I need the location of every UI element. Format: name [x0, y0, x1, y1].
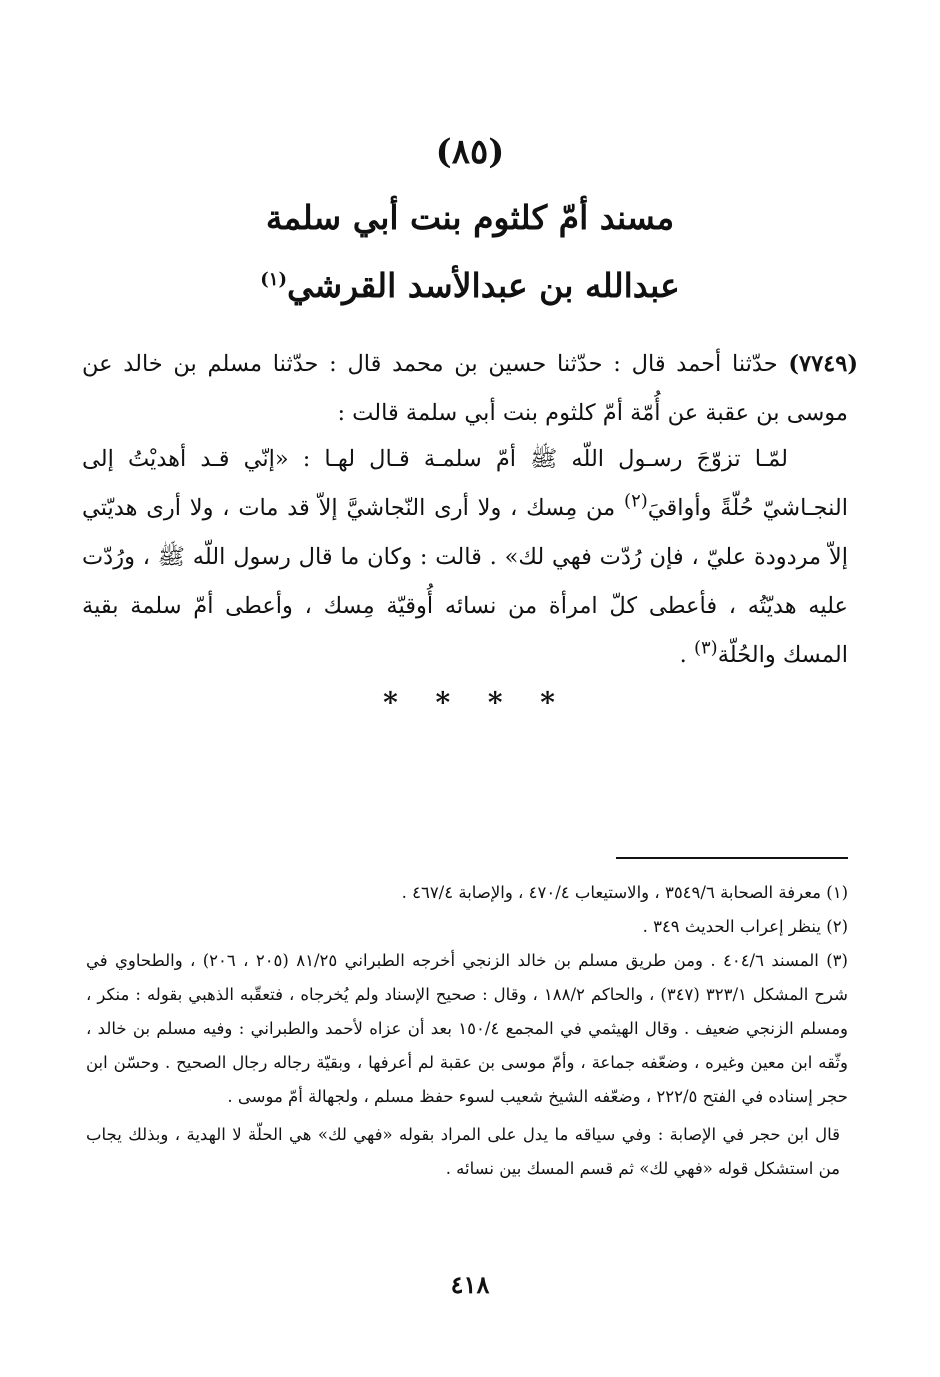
matn-footnote-ref-3[interactable]: (٣): [693, 637, 718, 659]
matn-footnote-ref-2[interactable]: (٢): [624, 490, 648, 512]
footnotes: [86, 876, 848, 1186]
footnote-ref: (٢): [826, 917, 848, 936]
chapter-title-line1: مسند أمّ كلثوم بنت أبي سلمة: [265, 198, 675, 237]
footnote-ref: (١): [826, 883, 848, 902]
chapter-title-line2: [0, 266, 940, 305]
footnote-text: معرفة الصحابة ٣٥٤٩/٦ ، والاستيعاب ٤٧٠/٤ ، والإصابة ٤٦٧/٤ .: [401, 883, 821, 902]
hadith-number: (٧٧٤٩): [788, 351, 859, 377]
chapter-title-text: عبدالله بن عبدالأسد القرشي: [286, 266, 680, 305]
hadith-matn: [82, 435, 848, 680]
title-footnote-ref[interactable]: (١): [260, 269, 287, 290]
footnote-3: [86, 944, 848, 1114]
hadith-isnad: [82, 340, 859, 438]
matn-end: .: [679, 642, 694, 668]
matn-text-1: لمّـا تزوّجَ رسـول اللّه ﷺ أمّ سلمـة قـال لهـا : «إنّي قـد أهديْتُ إلى النجـاشيّ حُلّةً وأواقيَ: [82, 446, 848, 521]
footnote-2: [86, 910, 848, 944]
footnote-divider: [616, 857, 848, 859]
footnote-text: المسند ٤٠٤/٦ . ومن طريق مسلم بن خالد الزنجي أخرجه الطبراني ٨١/٢٥ (٢٠٥ ، ٢٠٦) ، والطحاوي في شرح المشكل ٣٢٣/١ (٣٤٧) ، والحاكم ١٨٨/٢ ، وقال : صحيح الإسناد ولم يُخرجاه ، فتعقّبه الذهبي بقوله : منكر ، ومسلم الزنجي ضعيف . وقال الهيثمي في المجمع ١٥٠/٤ بعد أن عزاه لأحمد والطبراني : وفيه مسلم بن خالد ، وثّقه ابن معين وغيره ، وضعّفه جماعة ، وأمّ موسى بن عقبة لم أعرفها ، وبقيّة رجاله رجال الصحيح . وحسّن ابن حجر إسناده في الفتح ٢٢٢/٥ ، وضعّفه الشيخ شعيب لسوء حفظ مسلم ، ولجهالة أمّ موسى .: [86, 951, 849, 1106]
footnote-text: قال ابن حجر في الإصابة : وفي سياقه ما يدل على المراد بقوله «فهي لك» هي الحلّة لا الهدية ، وبذلك يجاب من استشكل قوله «فهي لك» ثم قسم المسك بين نسائه .: [86, 1125, 840, 1178]
chapter-number: (٨٥): [435, 132, 505, 172]
isnad-text: حدّثنا أحمد قال : حدّثنا حسين بن محمد قال : حدّثنا مسلم بن خالد عن موسى بن عقبة عن أُمّة أمّ كلثوم بنت أبي سلمة قالت :: [82, 351, 848, 426]
footnote-1: [86, 876, 848, 910]
page-number: ٤١٨: [450, 1270, 490, 1299]
footnote-3-continued: [86, 1118, 848, 1186]
footnote-text: ينظر إعراب الحديث ٣٤٩ .: [642, 917, 821, 936]
section-separator: * * * *: [383, 686, 557, 719]
footnote-ref: (٣): [826, 951, 848, 970]
matn-text-2: من مِسك ، ولا أرى النّجاشيَّ إلاّ قد مات ، ولا أرى هديّتي إلاّ مردودة عليّ ، فإن رُدّت فهي لك» . قالت : وكان ما قال رسول اللّه ﷺ ، ورُدّت عليه هديّتُه ، فأعطى كلّ امرأة من نسائه أُوقيّة مِسك ، وأعطى أمّ سلمة بقية المسك والحُلّة: [82, 495, 848, 668]
